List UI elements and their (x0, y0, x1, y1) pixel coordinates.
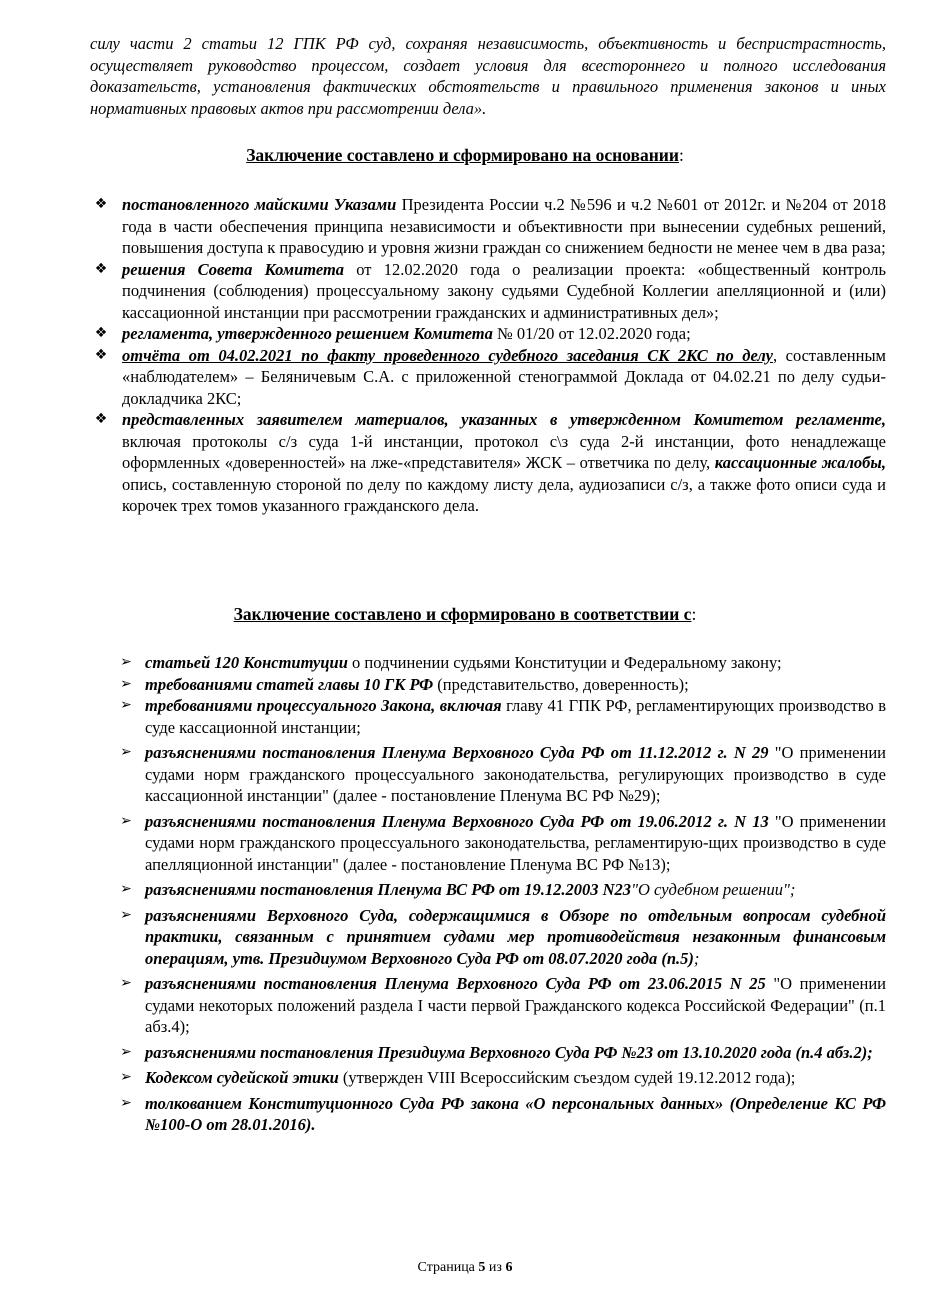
item-emphasis: разъяснениями постановления Президиума Верховного Суда РФ №23 от 13.10.2020 года (п.4 абз.2); (145, 1042, 873, 1062)
footer-separator: из (485, 1260, 506, 1275)
list-item (120, 879, 886, 901)
arrow-bullet-icon: ➢ (120, 1069, 132, 1085)
diamond-bullet-icon: ❖ (94, 411, 108, 427)
list-item (94, 345, 886, 410)
heading-compliance-colon: : (691, 604, 697, 624)
list-item (94, 194, 886, 259)
item-text: , составленным «наблюдателем» – Беляничевым С.А. с приложенной стенограммой Доклада от 04.02.21 по делу судьи-докладчика 2КС; (122, 345, 886, 408)
heading-basis (0, 145, 930, 167)
item-emphasis: разъяснениями постановления Пленума Верховного Суда РФ от 19.06.2012 г. N 13 (145, 811, 769, 831)
item-emphasis: требованиями статей главы 10 ГК РФ (145, 674, 434, 694)
item-emphasis: Кодексом судейской этики (145, 1068, 339, 1087)
item-text: включая протоколы с/з суда 1-й инстанции, протокол с\з суда 2-й инстанции, фото ненадлежаще оформленных «доверенностей» на лже-«представителя» ЖСК – ответчика по делу, (122, 431, 886, 472)
heading-compliance-text: Заключение составлено и сформировано в соответствии с (233, 604, 692, 624)
arrow-bullet-icon: ➢ (120, 812, 132, 829)
list-item (120, 905, 886, 970)
list-item (94, 409, 886, 517)
arrow-bullet-icon: ➢ (120, 744, 132, 760)
item-emphasis: постановленного майскими Указами (122, 195, 397, 214)
footer-page-total: 6 (505, 1260, 513, 1275)
list-item (120, 652, 886, 674)
item-text: "О применении судами норм гражданского процессуального законодательства, регулирующих производство в суде кассационной инстанции" (далее - постановление Пленума ВС РФ №29); (145, 743, 886, 805)
item-emphasis: отчёта от 04.02.2021 по факту проведенного судебного заседания СК 2КС по делу (122, 345, 773, 365)
item-emphasis: разъяснениями постановления Пленума Верховного Суда РФ от 23.06.2015 N 25 (145, 974, 766, 993)
list-item (120, 973, 886, 1038)
footer-prefix: Страница (417, 1260, 479, 1275)
item-text: "О судебном решении"; (631, 880, 796, 899)
item-emphasis: разъяснениями постановления Пленума Верховного Суда РФ от 11.12.2012 г. N 29 (145, 743, 769, 762)
list-item (120, 1067, 886, 1089)
item-emphasis: требованиями процессуального Закона, включая (145, 696, 502, 715)
diamond-bullet-icon: ❖ (94, 260, 108, 277)
item-text: ; (693, 948, 700, 968)
diamond-bullet-icon: ❖ (94, 346, 108, 363)
list-item (120, 1042, 886, 1064)
diamond-bullet-icon: ❖ (94, 325, 108, 341)
item-text: от 12.02.2020 года о реализации проекта: «общественный контроль подчинения (соблюдения) процессуальному закону судьями Судебной Коллегии апелляционной и (или) кассационной инстанции при рассмотрении гражданских и административных дел»; (122, 259, 886, 322)
item-text: главу 41 ГПК РФ, регламентирующих производство в суде кассационной инстанции; (145, 696, 886, 737)
arrow-bullet-icon: ➢ (120, 975, 132, 991)
item-text: "О применении судами некоторых положений раздела I части первой Гражданского кодекса Российской Федерации" (п.1 абз.4); (145, 974, 886, 1036)
item-emphasis: статьей 120 Конституции (145, 653, 348, 672)
list-item (120, 811, 886, 876)
item-text: опись, составленную стороной по делу по каждому листу дела, аудиозаписи с/з, а также фото описи суда и корочек трех томов указанного гражданского дела. (122, 474, 886, 515)
item-emphasis: представленных заявителем материалов, указанных в утвержденном Комитетом регламенте, (122, 410, 886, 429)
item-emphasis: регламента, утвержденного решением Комитета (122, 324, 493, 343)
list-item (120, 742, 886, 807)
heading-basis-text: Заключение составлено и сформировано на основании (246, 145, 679, 165)
page-footer (0, 1257, 930, 1279)
item-text: № 01/20 от 12.02.2020 года; (492, 324, 691, 343)
arrow-bullet-icon: ➢ (120, 906, 132, 923)
arrow-bullet-icon: ➢ (120, 1094, 132, 1111)
diamond-bullet-icon: ❖ (94, 196, 108, 212)
footer-page-number: 5 (478, 1260, 486, 1275)
item-emphasis: решения Совета Комитета (122, 259, 345, 279)
item-text: (утвержден VIII Всероссийским съездом судей 19.12.2012 года); (338, 1068, 796, 1087)
basis-list (94, 194, 886, 517)
item-text: "О применении судами норм гражданского процессуального законодательства, регламентирую-щих производство в суде апелляционной инстанции" (далее - постановление Пленума ВС РФ №13); (145, 811, 886, 874)
arrow-bullet-icon: ➢ (120, 697, 132, 713)
heading-basis-colon: : (678, 145, 684, 165)
list-item (94, 323, 886, 345)
compliance-list (120, 652, 886, 1136)
item-emphasis: толкованием Конституционного Суда РФ закона «О персональных данных» (Определение КС РФ №100-О от 28.01.2016). (145, 1093, 886, 1134)
list-item (94, 259, 886, 324)
intro-paragraph: силу части 2 статьи 12 ГПК РФ суд, сохраняя независимость, объективность и беспристрастность, осуществляет руководство процессом, создает условия для всестороннего и полного исследования доказательств, установления фактических обстоятельств и правильного применения законов и иных нормативных правовых актов при рассмотрении дела». (90, 34, 886, 118)
item-text: о подчинении судьями Конституции и Федеральному закону; (347, 653, 782, 672)
arrow-bullet-icon: ➢ (120, 675, 132, 692)
arrow-bullet-icon: ➢ (120, 654, 132, 670)
item-emphasis: кассационные жалобы, (714, 453, 886, 472)
list-item (120, 674, 886, 696)
heading-compliance (0, 604, 930, 626)
item-text: (представительство, доверенность); (433, 674, 689, 694)
arrow-bullet-icon: ➢ (120, 881, 132, 897)
item-emphasis: разъяснениями Верховного Суда, содержащимися в Обзоре по отдельным вопросам судебной практики, связанным с принятием судами мер противодействия незаконным финансовым операциям, утв. Президиумом Верховного Суда РФ от 08.07.2020 года (п.5) (145, 905, 886, 968)
list-item (120, 1093, 886, 1136)
item-text: Президента России ч.2 №596 и ч.2 №601 от 2012г. и №204 от 2018 года в части обеспечения принципа независимости и объективности при вынесении судебных решений, повышения доступа к правосудию и уровня жизни граждан со снижением бедности не менее чем в два раза; (122, 195, 886, 257)
arrow-bullet-icon: ➢ (120, 1043, 132, 1060)
item-emphasis: разъяснениями постановления Пленума ВС РФ от 19.12.2003 N23 (145, 880, 632, 899)
list-item (120, 695, 886, 738)
